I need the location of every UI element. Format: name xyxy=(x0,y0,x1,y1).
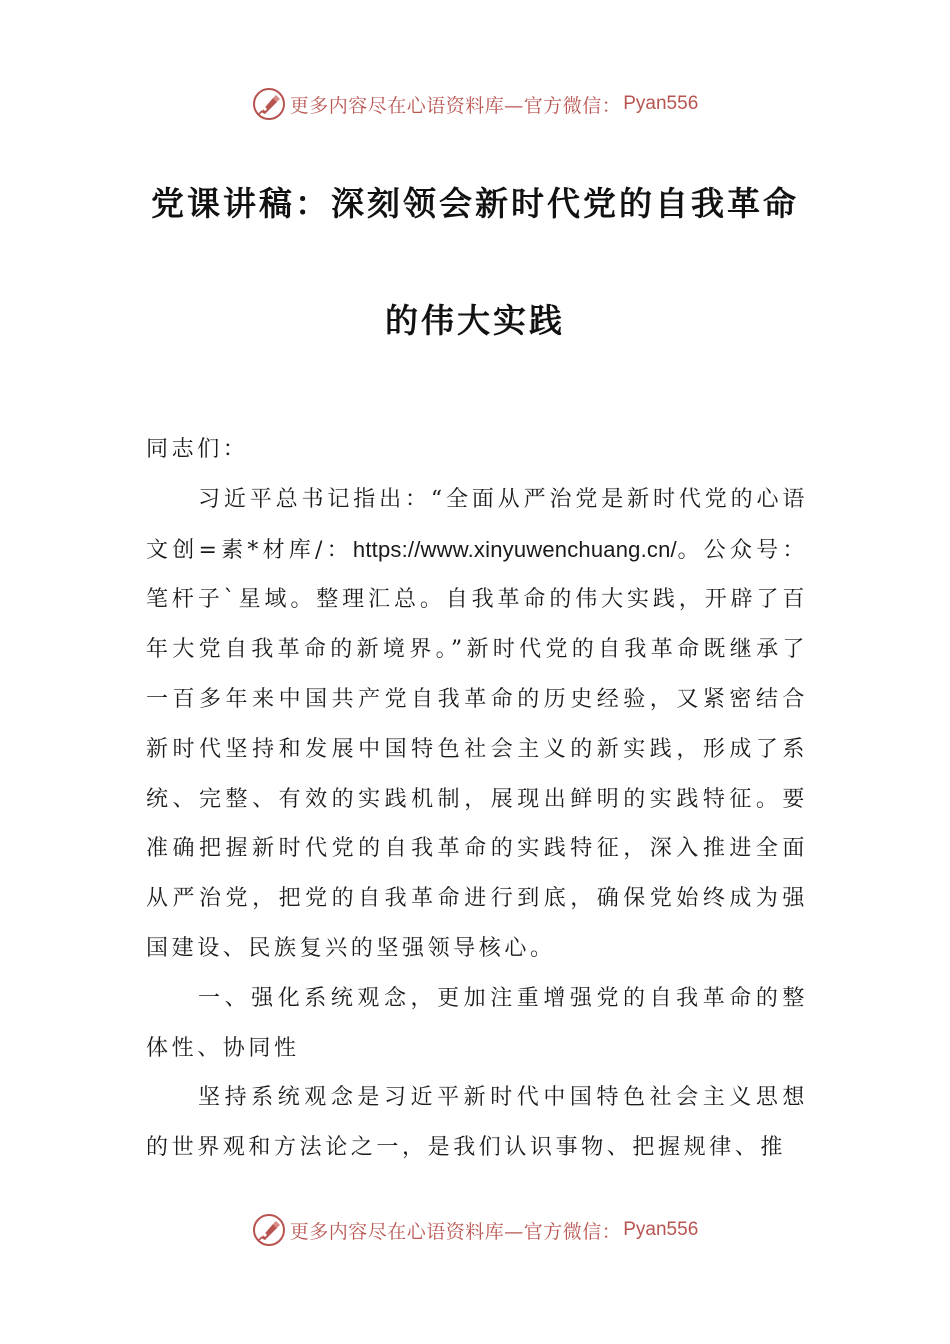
paragraph-1-lead: 习近平总书记指出：“全面从严治党是新时代党的心语文创=素*材库/： xyxy=(146,486,808,563)
watermark-text: 更多内容尽在心语资料库—官方微信： xyxy=(289,1220,622,1243)
paragraph-1 xyxy=(146,475,808,974)
website-link[interactable]: https://www.xinyuwenchuang.cn/ xyxy=(352,536,677,562)
salutation: 同志们： xyxy=(146,437,249,462)
watermark-wechat-id: Pyan556 xyxy=(623,93,699,114)
footer-watermark xyxy=(0,1210,950,1250)
document-title-line2: 的伟大实践 xyxy=(385,301,565,340)
watermark-wechat-id: Pyan556 xyxy=(623,1219,699,1240)
section-heading-1: 一、强化系统观念，更加注重增强党的自我革命的整体性、协同性 xyxy=(146,985,808,1061)
pen-nib-icon xyxy=(252,1213,286,1247)
pen-nib-icon xyxy=(252,87,286,121)
document-title-line1: 党课讲稿：深刻领会新时代党的自我革命 xyxy=(151,184,799,223)
paragraph-2: 坚持系统观念是习近平新时代中国特色社会主义思想的世界观和方法论之一，是我们认识事物、把握规律、推 xyxy=(146,1085,808,1161)
document-body xyxy=(146,425,808,1173)
watermark-text: 更多内容尽在心语资料库—官方微信： xyxy=(289,94,622,117)
header-watermark xyxy=(0,84,950,124)
paragraph-1-rest: 。公众号：笔杆子`星域。整理汇总。自我革命的伟大实践，开辟了百年大党自我革命的新境界。”新时代党的自我革命既继承了一百多年来中国共产党自我革命的历史经验，又紧密结合新时代坚持和发展中国特色社会主义的新实践，形成了系统、完整、有效的实践机制，展现出鲜明的实践特征。要准确把握新时代党的自我革命的实践特征，深入推进全面从严治党，把党的自我革命进行到底，确保党始终成为强国建设、民族复兴的坚强领导核心。 xyxy=(146,537,808,961)
